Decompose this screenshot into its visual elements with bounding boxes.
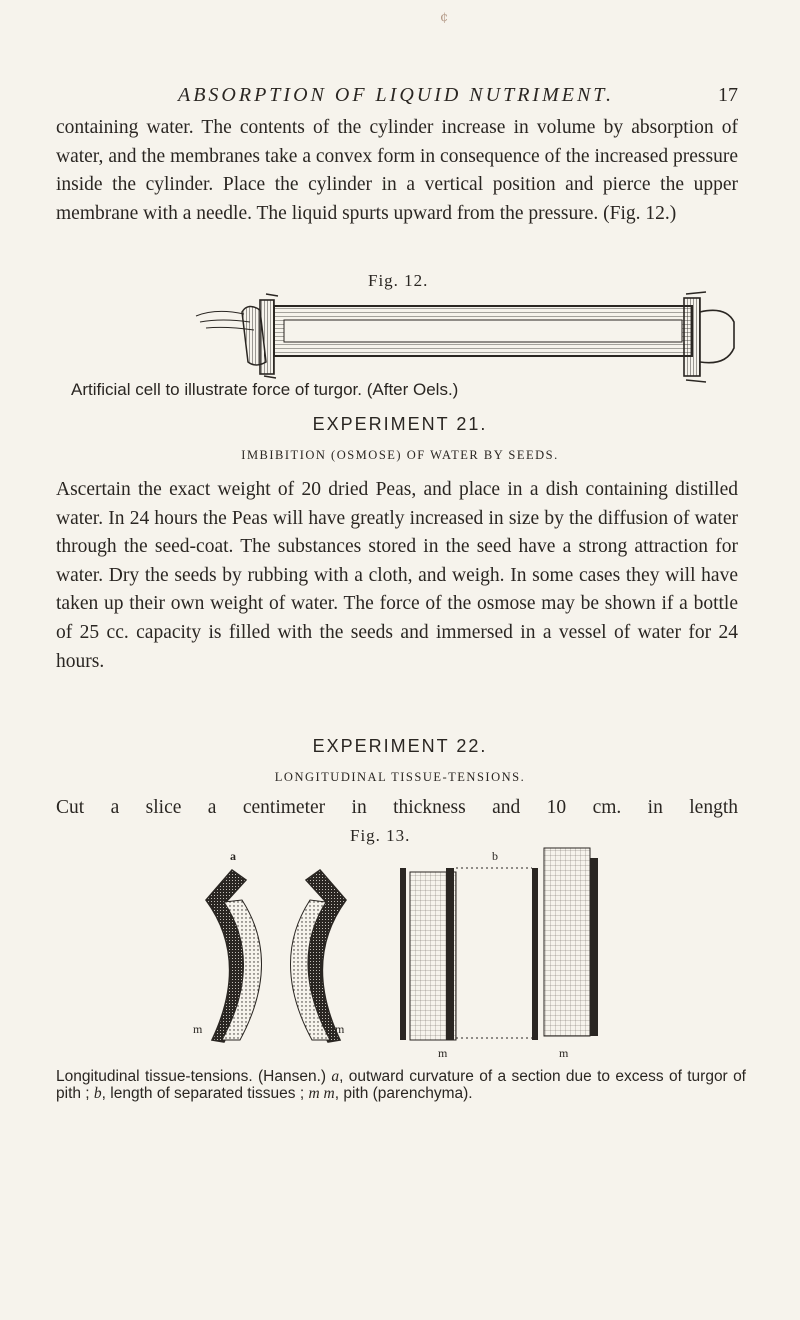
figure-12-title: Fig. 12.: [368, 271, 429, 290]
experiment-22-body: Cut a slice a centimeter in thickness and 10 cm. in length: [56, 797, 738, 818]
label-m-center: m: [438, 1046, 448, 1060]
figure-13-caption: Longitudinal tissue-tensions. (Hansen.) a, outward curvature of a section due to excess of turgor of pith ; b, length of separated tissues ; m m, pith (parenchyma).: [56, 1068, 746, 1102]
experiment-22-subheading: LONGITUDINAL TISSUE-TENSIONS.: [274, 770, 526, 784]
running-head: [178, 84, 738, 107]
label-b: b: [492, 849, 498, 863]
experiment-21-subheading: IMBIBITION (OSMOSE) OF WATER BY SEEDS.: [241, 448, 559, 462]
experiment-22-heading: EXPERIMENT 22.: [312, 736, 488, 756]
label-m-right-a: m: [335, 1022, 345, 1036]
label-a: a: [230, 849, 236, 863]
page-number: 17: [718, 84, 738, 106]
intro-paragraph: containing water. The contents of the cylinder increase in volume by absorption of water, and the membranes take a convex form in consequence of the increased pressure inside the cylinder. Place the cylinder in a vertical position and pierce the upper membrane with a needle. The liquid spurts upward from the pressure. (Fig. 12.): [56, 117, 738, 224]
experiment-21-body: Ascertain the exact weight of 20 dried Peas, and place in a dish containing distilled water. In 24 hours the Peas will have greatly increased in size by the diffusion of water through the seed-coat. The substances stored in the seed have a strong attraction for water. Dry the seeds by rubbing with a cloth, and weigh. In some cases they will have taken up their own weight of water. The force of the osmose may be shown if a bottle of 25 cc. capacity is filled with the seeds and immersed in a vessel of water for 24 hours.: [56, 479, 738, 672]
figure-13a-curved-section: [206, 849, 346, 1042]
cylinder-core: [284, 320, 682, 342]
label-m-left: m: [193, 1022, 203, 1036]
label-m-right: m: [559, 1046, 569, 1060]
experiment-21-heading: EXPERIMENT 21.: [312, 414, 488, 434]
figure-13b-separated-tissues: [400, 848, 598, 1040]
figure-12-illustration: [186, 292, 766, 382]
left-membrane-clamp: [242, 294, 278, 378]
stray-mark: ¢: [440, 10, 449, 25]
figure-13-illustration: [180, 840, 620, 1040]
figure-13-title: Fig. 13.: [350, 826, 411, 845]
running-head-title: ABSORPTION OF LIQUID NUTRIMENT.: [178, 84, 614, 106]
right-membrane-clamp: [684, 292, 734, 382]
figure-12-caption: Artificial cell to illustrate force of turgor. (After Oels.): [71, 380, 459, 399]
